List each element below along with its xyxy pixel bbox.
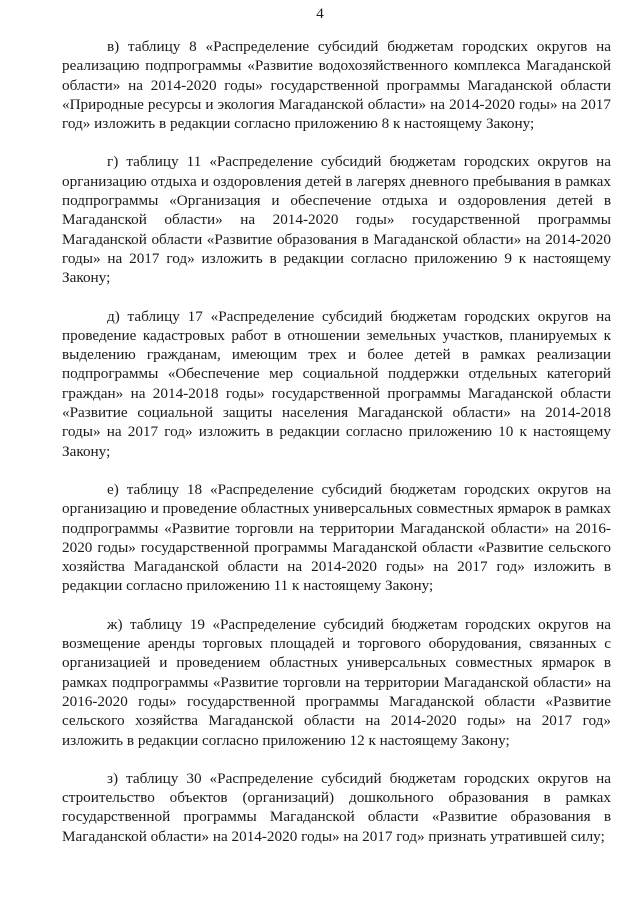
document-body <box>62 37 611 846</box>
page-number: 4 <box>316 6 324 22</box>
paragraph-d: д) таблицу 17 «Распределение субсидий бюджетам городских округов на проведение кадастровых работ в отношении земельных участков, планируемых к выделению гражданам, имеющим трех и более детей в рамках реализации подпрограммы «Обеспечение мер социальной поддержки отдельных категорий граждан» на 2014-2018 годы» государственной программы Магаданской области «Развитие социальной защиты населения Магаданской области» на 2014-2018 годы» на 2017 год» изложить в редакции согласно приложению 10 к настоящему Закону; <box>62 307 611 460</box>
paragraph-e: е) таблицу 18 «Распределение субсидий бюджетам городских округов на организацию и проведение областных универсальных совместных ярмарок в рамках подпрограммы «Развитие торговли на территории Магаданской области» на 2016-2020 годы» государственной программы Магаданской области «Развитие сельского хозяйства Магаданской области на 2014-2020 годы» на 2017 год» изложить в редакции согласно приложению 11 к настоящему Закону; <box>62 480 611 595</box>
paragraph-g: г) таблицу 11 «Распределение субсидий бюджетам городских округов на организацию отдыха и оздоровления детей в лагерях дневного пребывания в рамках подпрограммы «Организация и обеспечение отдыха и оздоровления детей в Магаданской области» на 2014-2020 годы» государственной программы Магаданской области «Развитие образования в Магаданской области» на 2014-2020 годы» на 2017 год» изложить в редакции согласно приложению 9 к настоящему Закону; <box>62 153 611 287</box>
paragraph-v: в) таблицу 8 «Распределение субсидий бюджетам городских округов на реализацию подпрограммы «Развитие водохозяйственного комплекса Магаданской области» на 2014-2020 годы» государственной программы Магаданской области «Природные ресурсы и экология Магаданской области» на 2014-2020 годы» на 2017 год» изложить в редакции согласно приложению 8 к настоящему Закону; <box>62 38 611 133</box>
paragraph-zh: ж) таблицу 19 «Распределение субсидий бюджетам городских округов на возмещение аренды торговых площадей и торгового оборудования, связанных с организацией и проведением областных универсальных совместных ярмарок в рамках подпрограммы «Развитие торговли на территории Магаданской области» на 2016-2020 годы» государственной программы Магаданской области «Развитие сельского хозяйства Магаданской области на 2014-2020 годы» на 2017 год» изложить в редакции согласно приложению 12 к настоящему Закону; <box>62 615 611 749</box>
paragraph-z: з) таблицу 30 «Распределение субсидий бюджетам городских округов на строительство объектов (организаций) дошкольного образования в рамках государственной программы Магаданской области «Развитие образования в Магаданской области» на 2014-2020 годы» на 2017 год» признать утратившей силу; <box>62 769 611 845</box>
